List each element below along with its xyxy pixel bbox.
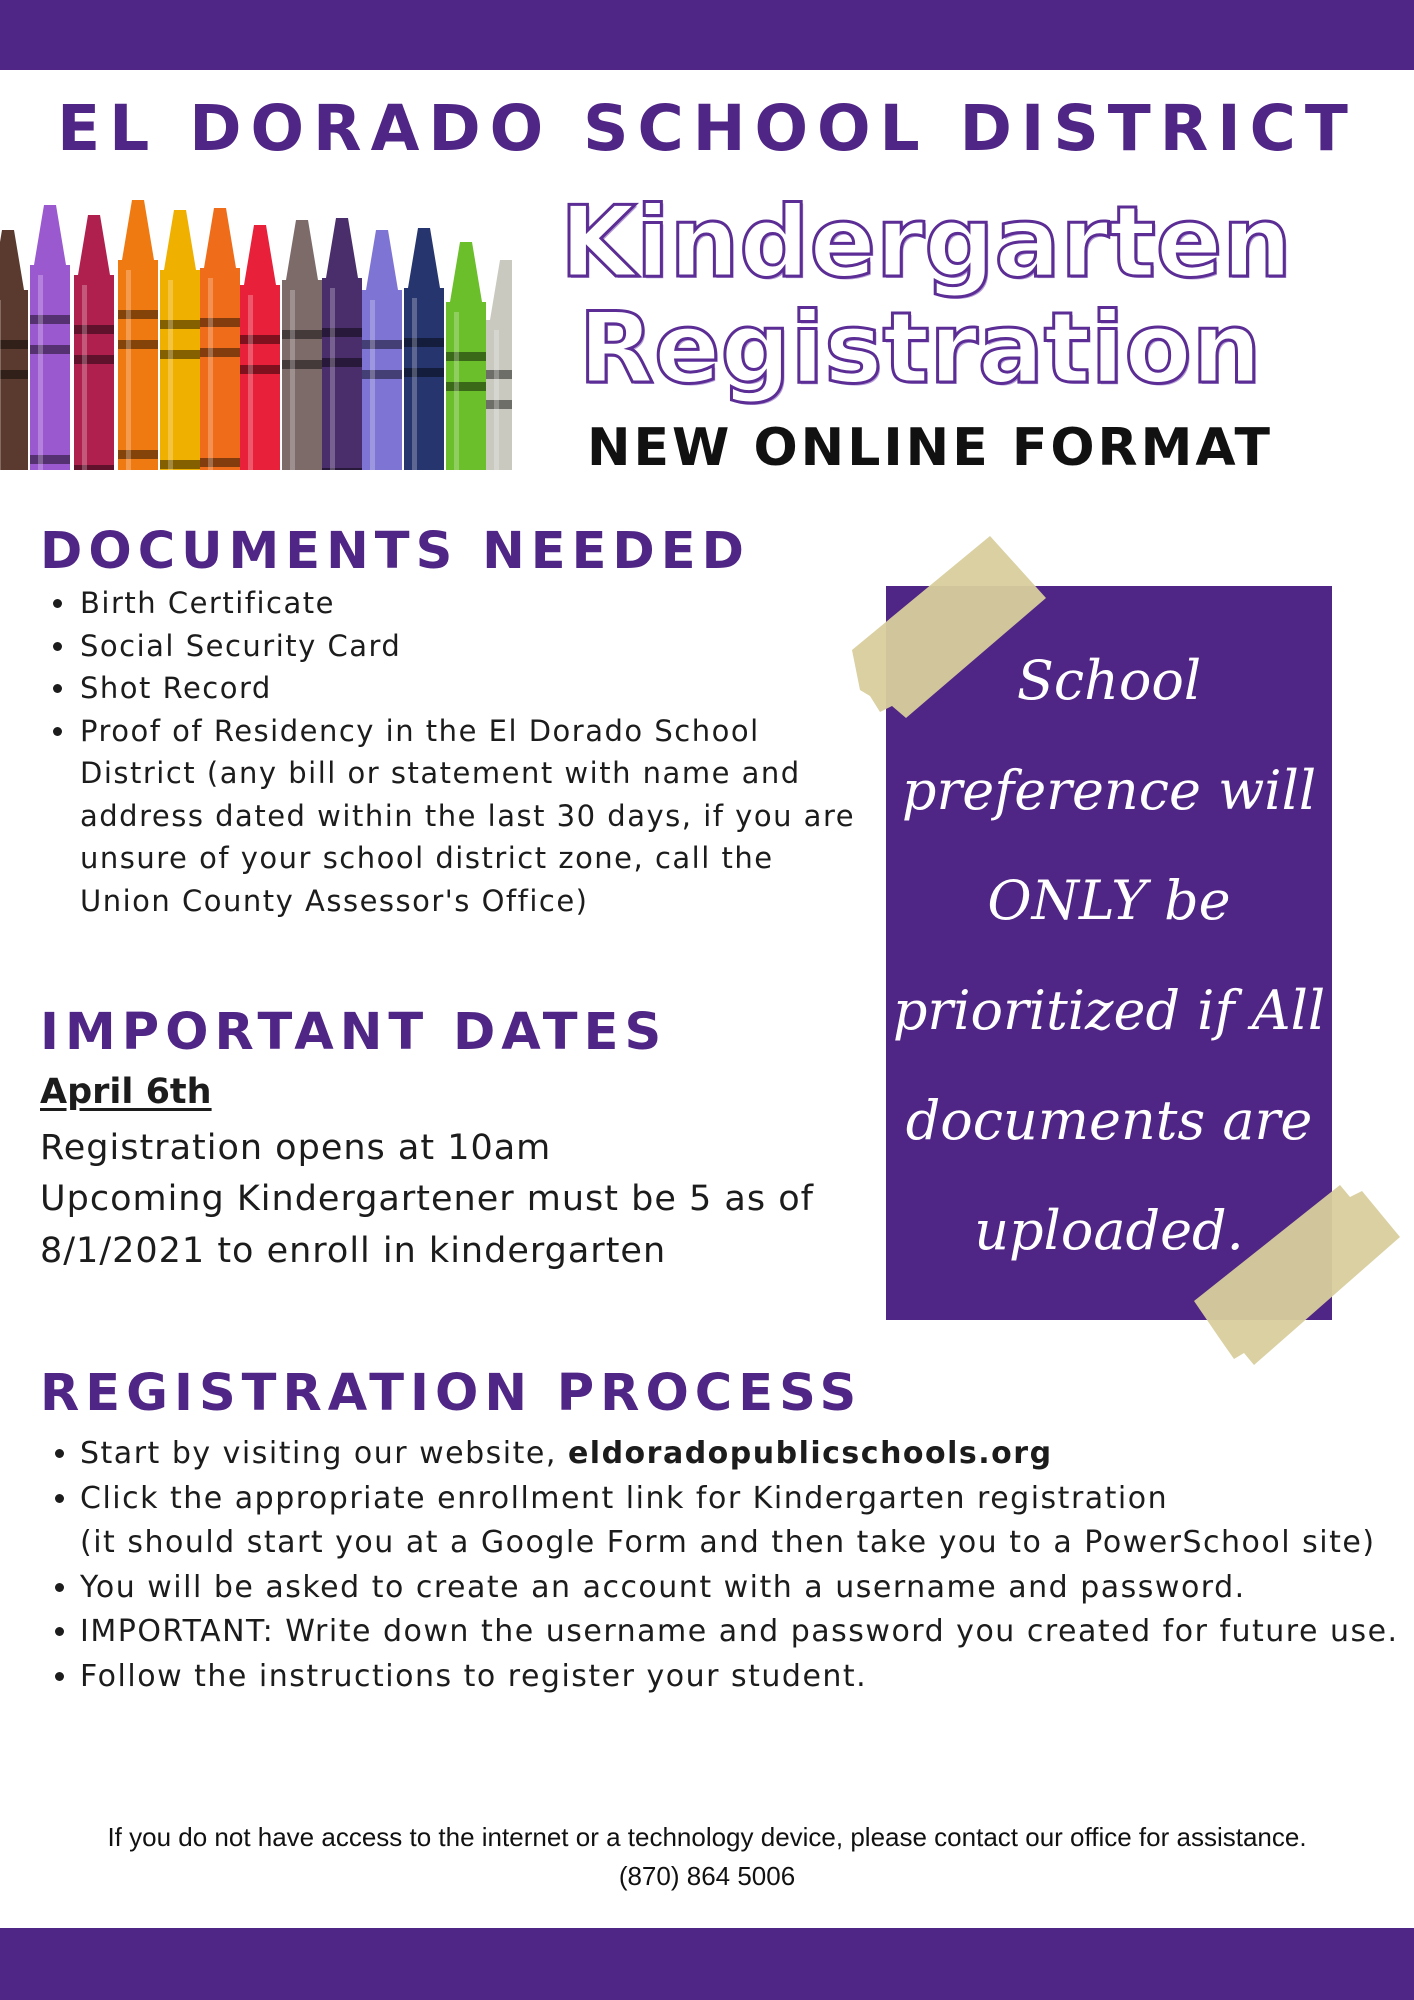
crayon-shine <box>168 280 173 470</box>
page-title <box>560 186 1292 406</box>
registration-opens-text: Registration opens at 10am <box>40 1128 552 1168</box>
crayon-band <box>30 345 70 354</box>
crayon-body <box>362 290 402 470</box>
crayon-band <box>74 355 114 364</box>
crayon-body <box>404 288 444 470</box>
crayon-band <box>240 335 280 344</box>
list-item: • Social Security Card <box>78 625 858 668</box>
website-link[interactable]: eldoradopublicschools.org <box>567 1436 1053 1471</box>
crayon-band <box>446 382 486 391</box>
crayon-band <box>362 340 402 349</box>
crayon-band <box>30 315 70 324</box>
crayons-image <box>0 170 512 470</box>
crayon-body <box>322 278 362 470</box>
crayon-band <box>240 365 280 374</box>
list-item: • Birth Certificate <box>78 582 858 625</box>
top-band <box>0 0 1414 70</box>
crayon-band <box>118 340 158 349</box>
list-item: • Shot Record <box>78 667 858 710</box>
crayon-shine <box>494 330 499 470</box>
crayon-shine <box>248 295 253 470</box>
crayon-band <box>282 360 322 369</box>
crayon-body <box>240 285 280 470</box>
crayon-shine <box>38 275 43 470</box>
crayon-band <box>200 348 240 357</box>
crayon-band <box>30 455 70 464</box>
note-line: ONLY be <box>987 869 1231 932</box>
list-item <box>80 1432 1410 1477</box>
crayon-body <box>200 268 240 470</box>
age-requirement-text: Upcoming Kindergartener must be 5 as of 8/1/2021 to enroll in kindergarten <box>40 1179 814 1271</box>
documents-list <box>40 582 858 922</box>
title-line-1: Kindergarten <box>560 186 1292 300</box>
note-line: uploaded. <box>974 1199 1244 1262</box>
crayon-body <box>160 270 200 470</box>
crayon-shine <box>82 285 87 470</box>
crayon-shine <box>454 312 459 470</box>
bottom-band <box>0 1928 1414 2000</box>
process-list <box>40 1432 1410 1699</box>
process-step-text: Click the appropriate enrollment link for Kindergarten registration <box>80 1480 1169 1516</box>
crayon-band <box>446 352 486 361</box>
tape-top <box>840 530 1060 730</box>
crayon-band <box>282 330 322 339</box>
crayon-band <box>362 370 402 379</box>
date-label: April 6th <box>40 1072 212 1112</box>
crayon-band <box>404 338 444 347</box>
crayon-band <box>160 460 200 469</box>
crayon-shine <box>0 300 1 470</box>
crayon-band <box>160 350 200 359</box>
crayon-band <box>322 468 362 470</box>
district-title: EL DORADO SCHOOL DISTRICT <box>57 92 1357 165</box>
crayon-band <box>404 368 444 377</box>
list-item: • You will be asked to create an account with a username and password. <box>80 1566 1410 1611</box>
crayon-body <box>30 265 70 470</box>
crayon-shine <box>370 300 375 470</box>
documents-heading: DOCUMENTS NEEDED <box>40 522 750 581</box>
crayon-body <box>118 260 158 470</box>
crayon-shine <box>208 278 213 470</box>
crayon-band <box>200 458 240 467</box>
crayon-band <box>322 328 362 337</box>
crayon-band <box>74 465 114 470</box>
crayon-body <box>74 275 114 470</box>
crayon-shine <box>330 288 335 470</box>
list-item: • Follow the instructions to register your student. <box>80 1655 1410 1700</box>
crayon-band <box>0 340 28 349</box>
crayon-band <box>322 358 362 367</box>
process-step-text: Start by visiting our website, <box>80 1436 568 1471</box>
footer <box>0 1818 1414 1896</box>
dates-heading: IMPORTANT DATES <box>40 1003 668 1062</box>
crayon-shine <box>412 298 417 470</box>
list-item <box>80 1477 1410 1566</box>
note-line: preference will <box>901 759 1317 822</box>
crayon-band <box>160 320 200 329</box>
crayon-band <box>118 450 158 459</box>
footer-assistance-text: If you do not have access to the internet or a technology device, please contact our office for assistance. <box>107 1822 1307 1852</box>
online-format-subtitle: NEW ONLINE FORMAT <box>586 418 1274 478</box>
note-line: School <box>1016 649 1202 712</box>
crayon-shine <box>126 270 131 470</box>
crayon-body <box>282 280 322 470</box>
list-item: • Proof of Residency in the El Dorado School District (any bill or statement with name and address dated within the last 30 days, if you are unsure of your school district zone, call the Union County Assessor's Office) <box>78 710 858 923</box>
process-heading: REGISTRATION PROCESS <box>40 1364 863 1423</box>
note-line: documents are <box>905 1089 1313 1152</box>
crayon-shine <box>290 290 295 470</box>
process-step-note: (it should start you at a Google Form and then take you to a PowerSchool site) <box>80 1525 1376 1560</box>
crayon-band <box>200 318 240 327</box>
crayon-band <box>0 370 28 379</box>
title-line-2: Registration <box>578 292 1262 406</box>
list-item: • IMPORTANT: Write down the username and password you created for future use. <box>80 1610 1410 1655</box>
crayon-band <box>118 310 158 319</box>
crayon-body <box>0 290 28 470</box>
tape-bottom <box>1190 1175 1410 1375</box>
note-line: prioritized if All <box>892 979 1326 1042</box>
crayon-band <box>74 325 114 334</box>
footer-phone: (870) 864 5006 <box>618 1861 796 1891</box>
